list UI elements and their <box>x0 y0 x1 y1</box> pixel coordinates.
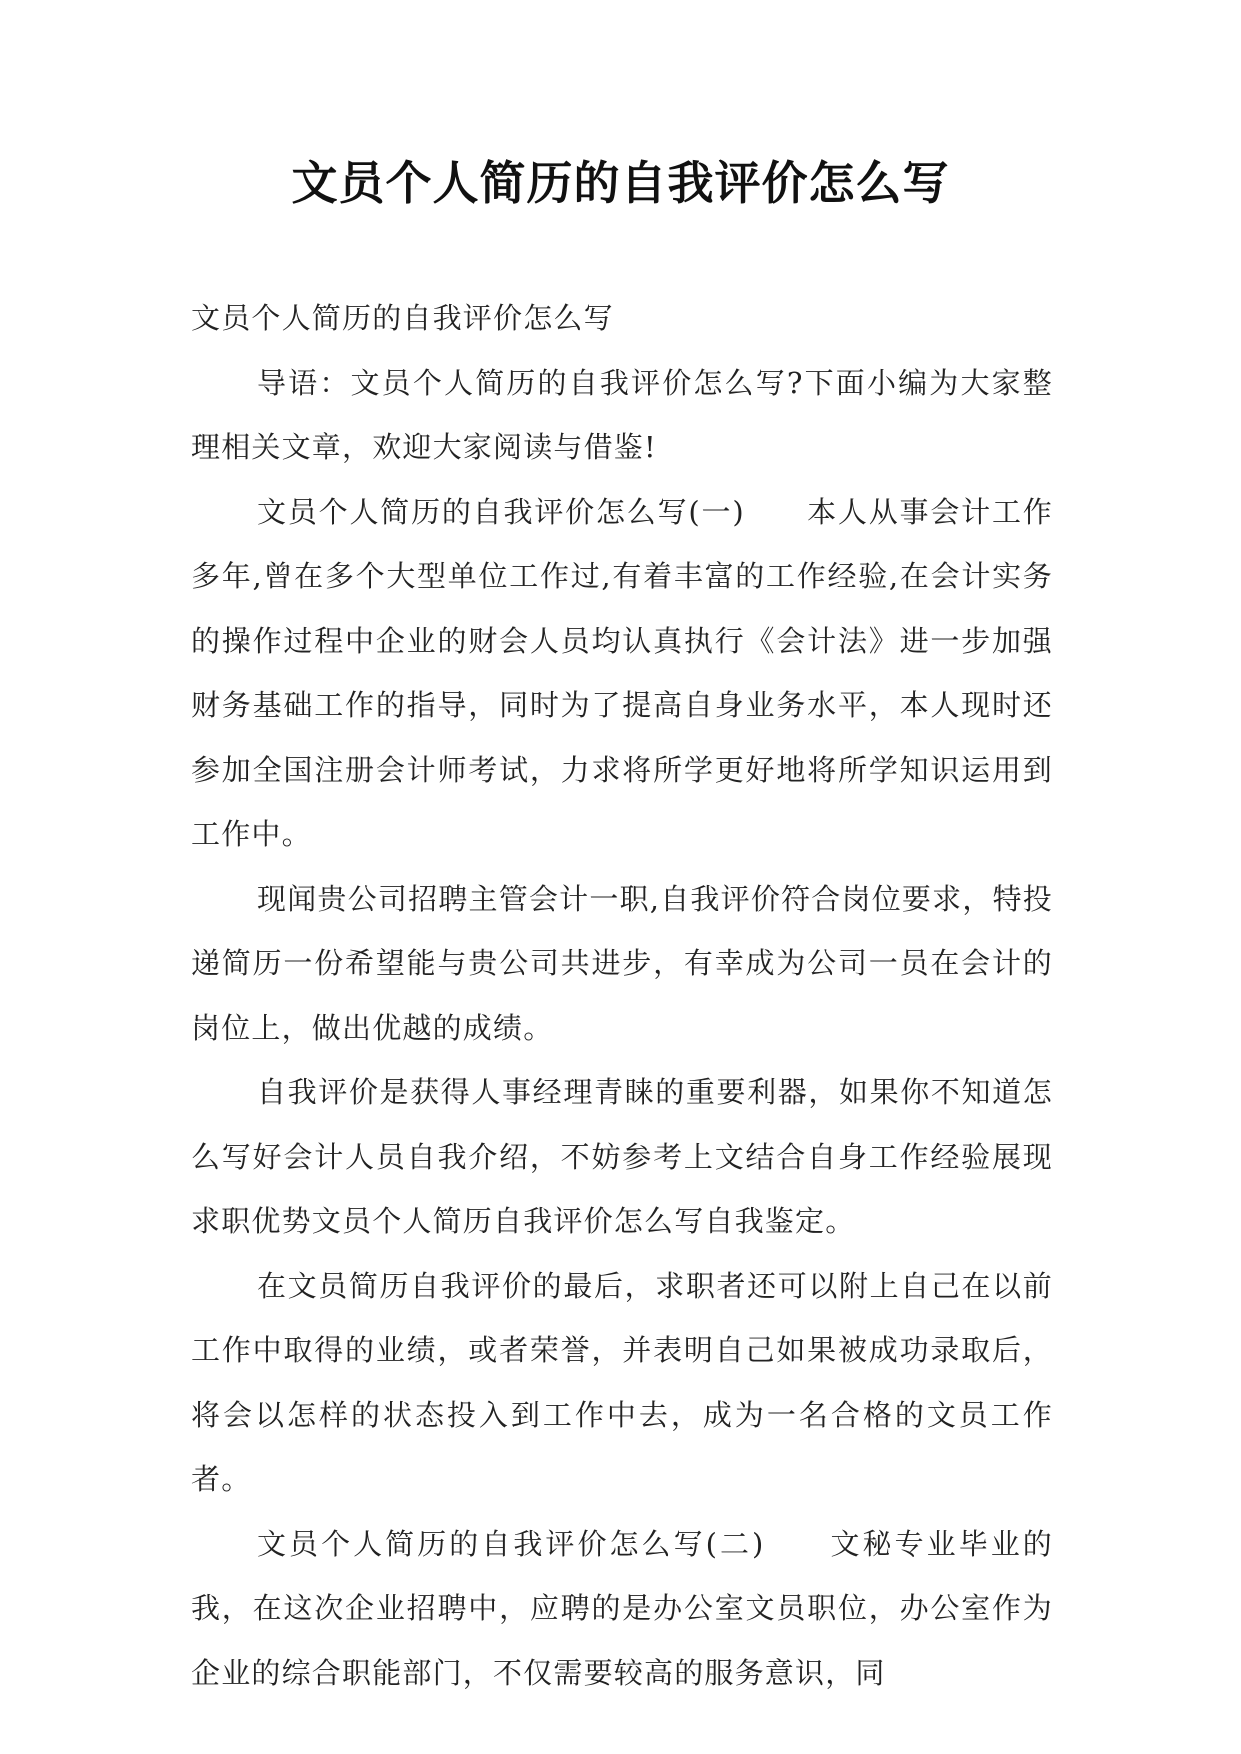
self-evaluation-tip-paragraph: 自我评价是获得人事经理青睐的重要利器，如果你不知道怎么写好会计人员自我介绍，不妨参考上文结合自身工作经验展现求职优势文员个人简历自我评价怎么写自我鉴定。 <box>191 1075 1053 1238</box>
intro-paragraph: 导语：文员个人简历的自我评价怎么写?下面小编为大家整理相关文章，欢迎大家阅读与借鉴! <box>191 365 1053 464</box>
section-one-paragraph: 文员个人简历的自我评价怎么写(一) 本人从事会计工作多年,曾在多个大型单位工作过,有着丰富的工作经验,在会计实务的操作过程中企业的财会人员均认真执行《会计法》进一步加强财务基础工作的指导，同时为了提高自身业务水平，本人现时还参加全国注册会计师考试，力求将所学更好地将所学知识运用到工作中。 <box>191 494 1053 851</box>
subtitle-paragraph: 文员个人简历的自我评价怎么写 <box>191 301 614 335</box>
document-body <box>191 286 1053 1705</box>
job-application-paragraph: 现闻贵公司招聘主管会计一职,自我评价符合岗位要求，特投递简历一份希望能与贵公司共进步，有幸成为公司一员在会计的岗位上，做出优越的成绩。 <box>191 881 1053 1045</box>
section-two-paragraph: 文员个人简历的自我评价怎么写(二) 文秘专业毕业的我，在这次企业招聘中，应聘的是办公室文员职位，办公室作为企业的综合职能部门，不仅需要较高的服务意识，同 <box>191 1526 1053 1690</box>
closing-advice-paragraph: 在文员简历自我评价的最后，求职者还可以附上自己在以前工作中取得的业绩，或者荣誉，并表明自己如果被成功录取后，将会以怎样的状态投入到工作中去，成为一名合格的文员工作者。 <box>191 1268 1053 1496</box>
document-title: 文员个人简历的自我评价怎么写 <box>291 156 950 210</box>
